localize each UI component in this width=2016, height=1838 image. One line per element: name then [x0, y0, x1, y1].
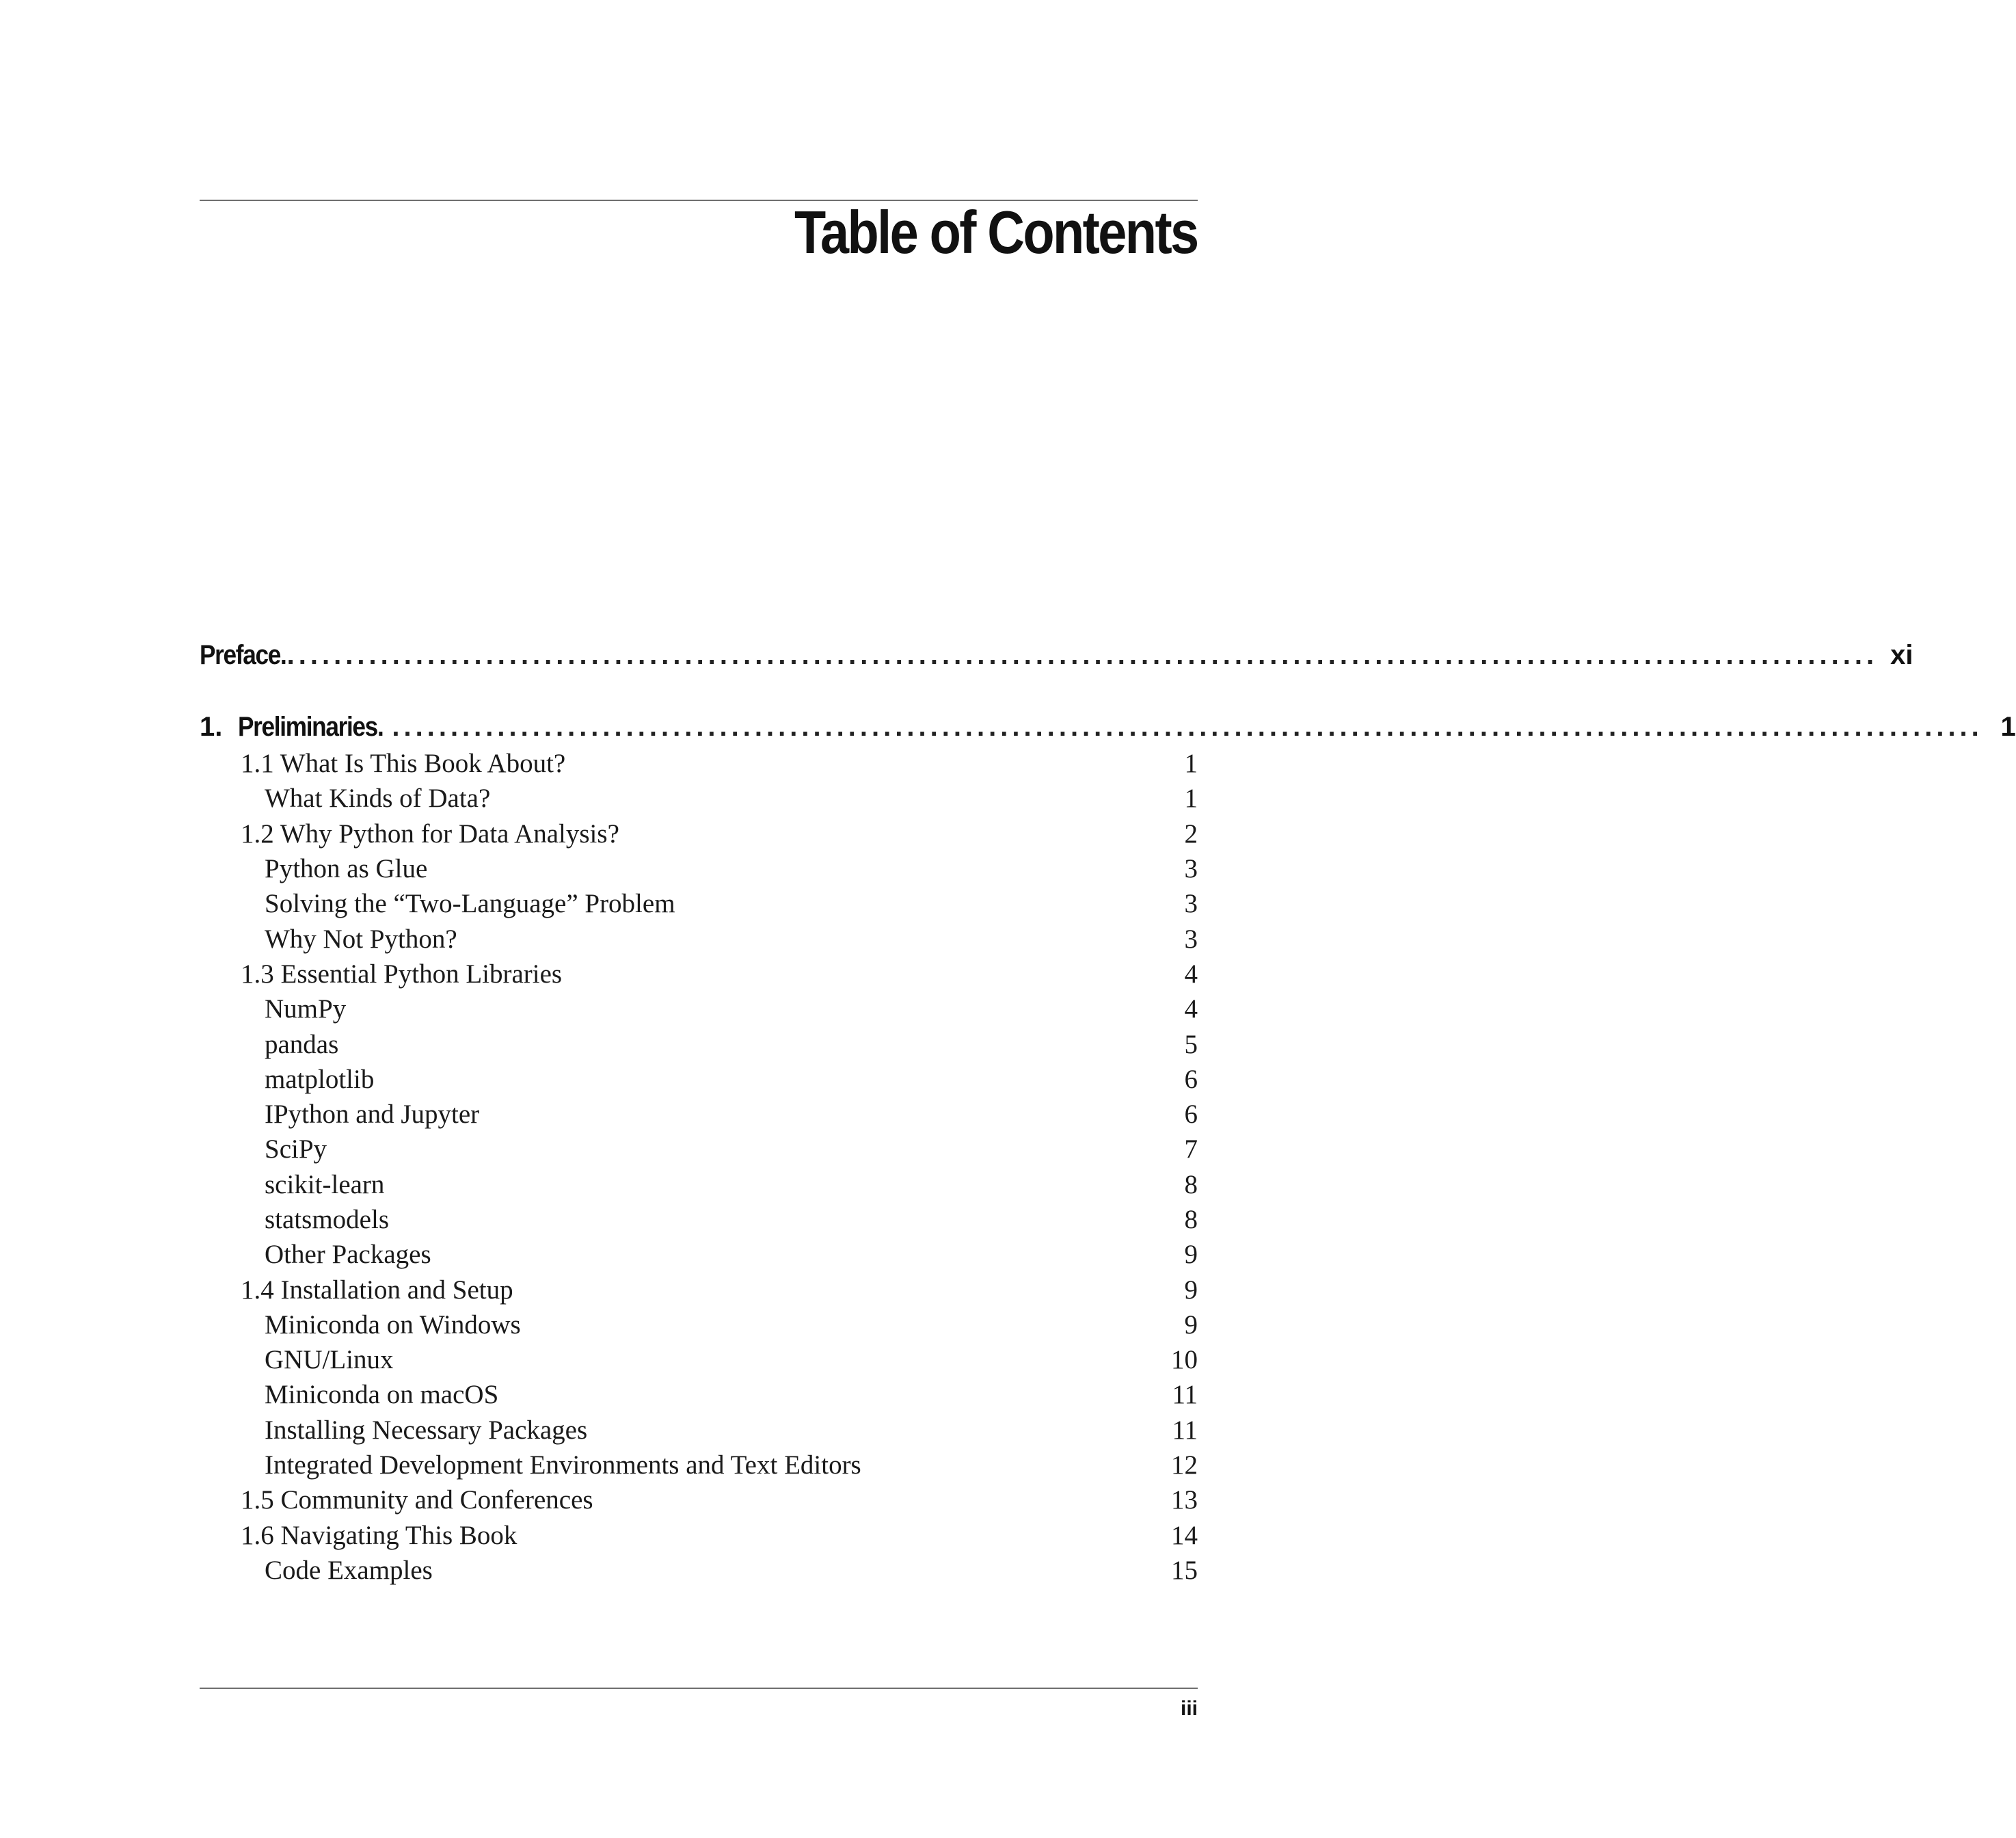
entry-page: 10 [1171, 1345, 1198, 1375]
dot-leader: ........................................................................................................................................ [286, 639, 1879, 670]
toc-subsection[interactable] [200, 781, 1198, 816]
page-number: iii [1180, 1697, 1198, 1720]
entry-label: 1.6 Navigating This Book [241, 1520, 518, 1550]
toc-subsection[interactable] [200, 1377, 1198, 1412]
toc-subsection[interactable] [200, 1237, 1198, 1272]
toc-subsection[interactable] [200, 1342, 1198, 1377]
entry-label: Code Examples [265, 1555, 433, 1585]
dot-leader: ........................................................................................................................................ [392, 711, 1983, 742]
entry-label: What Kinds of Data? [265, 784, 491, 814]
entry-page: 8 [1184, 1205, 1198, 1234]
entry-label: statsmodels [265, 1205, 389, 1234]
entry-label: Other Packages [265, 1240, 431, 1270]
entry-label: 1.4 Installation and Setup [241, 1275, 513, 1305]
toc-section[interactable] [200, 746, 1198, 781]
toc-subsection[interactable] [200, 1026, 1198, 1061]
toc-subsection[interactable] [200, 1307, 1198, 1342]
page-title: Table of Contents [794, 198, 1198, 266]
bottom-rule [200, 1688, 1198, 1689]
entry-label: 1.3 Essential Python Libraries [241, 959, 563, 989]
toc-subsection[interactable] [200, 1132, 1198, 1167]
entry-label: Why Not Python? [265, 924, 457, 954]
entry-label: Python as Glue [265, 854, 428, 884]
preface-label: Preface. [200, 639, 286, 670]
entry-page: 3 [1184, 854, 1198, 884]
entry-page: 7 [1184, 1134, 1198, 1164]
chapter-number: 1. [200, 711, 223, 742]
toc-subsection[interactable] [200, 1097, 1198, 1132]
toc-preface[interactable] [200, 636, 1913, 674]
entry-page: 9 [1184, 1275, 1198, 1305]
entry-label: SciPy [265, 1134, 327, 1164]
table-of-contents [200, 0, 2016, 1838]
toc-section[interactable] [200, 957, 1198, 991]
chapter-label: Preliminaries. [238, 711, 384, 742]
toc-subsection[interactable] [200, 1167, 1198, 1202]
entry-label: NumPy [265, 994, 347, 1024]
entry-page: 8 [1184, 1169, 1198, 1199]
entry-label: Solving the “Two-Language” Problem [265, 889, 675, 919]
entry-page: 14 [1171, 1520, 1198, 1550]
entry-page: 1 [1184, 749, 1198, 779]
entry-label: matplotlib [265, 1064, 375, 1094]
toc-subsection[interactable] [200, 921, 1198, 956]
entry-label: scikit-learn [265, 1169, 385, 1199]
toc-section[interactable] [200, 1272, 1198, 1307]
entry-label: 1.5 Community and Conferences [241, 1485, 593, 1515]
entry-label: 1.2 Why Python for Data Analysis? [241, 818, 619, 849]
entry-page: 12 [1171, 1450, 1198, 1480]
entry-page: 6 [1184, 1064, 1198, 1094]
entry-page: 13 [1171, 1485, 1198, 1515]
toc-subsection[interactable] [200, 1448, 1198, 1482]
entry-page: 11 [1172, 1380, 1198, 1410]
toc-subsection[interactable] [200, 851, 1198, 886]
toc-section[interactable] [200, 816, 1198, 851]
entry-page: 3 [1184, 924, 1198, 954]
toc-subsection[interactable] [200, 991, 1198, 1026]
toc-subsection[interactable] [200, 1202, 1198, 1237]
entry-page: 9 [1184, 1240, 1198, 1270]
entry-label: pandas [265, 1029, 339, 1059]
entry-label: IPython and Jupyter [265, 1100, 480, 1130]
toc-subsection[interactable] [200, 1553, 1198, 1588]
entry-label: Miniconda on macOS [265, 1380, 499, 1410]
entry-label: Miniconda on Windows [265, 1309, 521, 1340]
toc-subsection[interactable] [200, 1413, 1198, 1448]
toc-subsection[interactable] [200, 886, 1198, 921]
entry-page: 3 [1184, 889, 1198, 919]
toc-section[interactable] [200, 1518, 1198, 1553]
entry-label: Integrated Development Environments and Text Editors [265, 1450, 861, 1480]
entry-page: 15 [1171, 1555, 1198, 1585]
entry-page: 4 [1184, 994, 1198, 1024]
entry-page: 4 [1184, 959, 1198, 989]
chapter-1-entries [200, 746, 1198, 1588]
entry-page: 1 [1184, 784, 1198, 814]
entry-label: Installing Necessary Packages [265, 1415, 588, 1445]
entry-label: 1.1 What Is This Book About? [241, 749, 566, 779]
entry-page: 5 [1184, 1029, 1198, 1059]
entry-page: 11 [1172, 1415, 1198, 1445]
entry-label: GNU/Linux [265, 1345, 394, 1375]
entry-page: 9 [1184, 1309, 1198, 1340]
entry-page: 2 [1184, 818, 1198, 849]
toc-section[interactable] [200, 1482, 1198, 1517]
chapter-page: 1 [2000, 711, 2016, 742]
entry-page: 6 [1184, 1100, 1198, 1130]
toc-subsection[interactable] [200, 1062, 1198, 1097]
toc-chapter-1[interactable] [200, 708, 2016, 746]
preface-page: xi [1890, 639, 1913, 670]
